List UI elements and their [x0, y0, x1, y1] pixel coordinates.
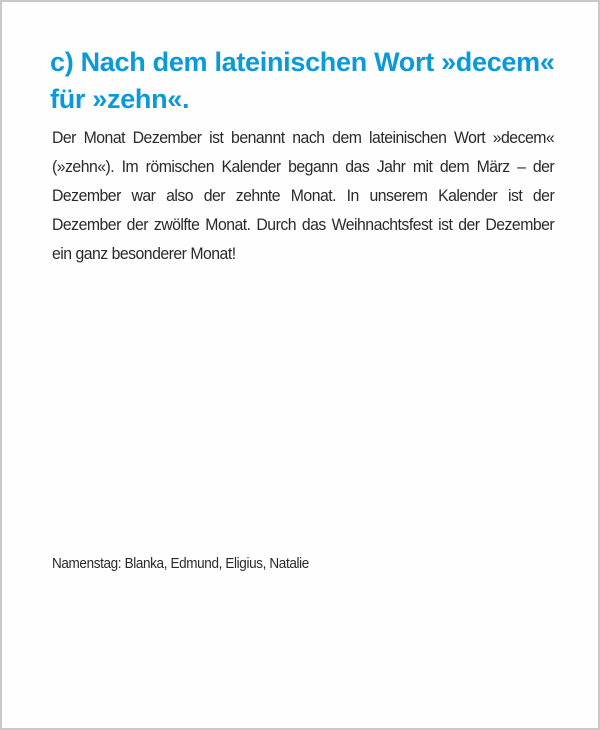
- explanation-text: Der Monat Dezember ist benannt nach dem lateinischen Wort »decem« (»zehn«). Im römischen Kalender begann das Jahr mit dem März – der Dezember war also der zehnte Monat. In unserem Kalender ist der Dezember der zwölfte Monat. Durch das Weihnachtsfest ist der Dezember ein ganz besonderer Monat!: [52, 128, 555, 263]
- answer-title: c) Nach dem lateinischen Wort »decem« für »zehn«.: [50, 47, 555, 114]
- nameday-text: Namenstag: Blanka, Edmund, Eligius, Natalie: [52, 555, 309, 572]
